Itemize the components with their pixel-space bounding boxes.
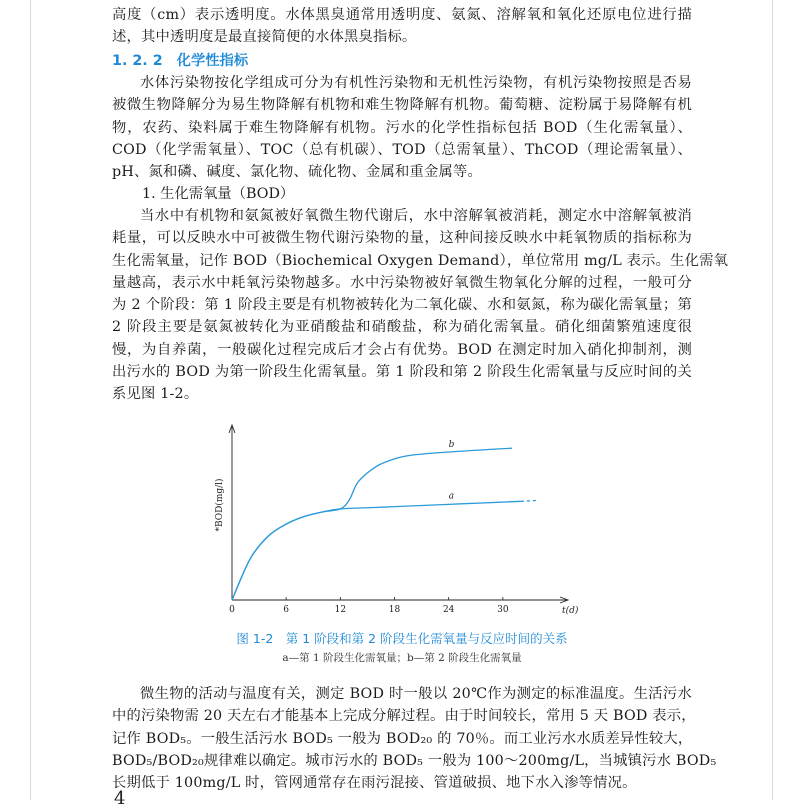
text-line: COD（化学需氧量）、TOC（总有机碳）、TOD（总需氧量）、ThCOD（理论需氧量）、	[112, 141, 692, 158]
text-line: 量越高，表示水中耗氧污染物越多。水中污染物被好氧微生物氧化分解的过程，一般可分	[112, 274, 692, 291]
section-title: 化学性指标	[176, 53, 249, 69]
para-bottom	[112, 683, 717, 794]
chart-axes	[229, 425, 568, 603]
text-line: 记作 BOD₅。一般生活污水 BOD₅ 一般为 BOD₂₀ 的 70％。而工业污水水质差异性较大，	[112, 730, 693, 747]
text-line: 长期低于 100mg/L 时，管网通常存在雨污混接、管道破损、地下水入渗等情况。	[112, 775, 637, 792]
x-axis-label: t(d)	[562, 606, 579, 616]
x-tick-label: 24	[442, 605, 455, 615]
series-label-a: a	[448, 491, 455, 502]
text-line: 耗量，可以反映水中可被微生物代谢污染物的量，这种间接反映水中耗氧物质的指标称为	[112, 230, 692, 247]
text-line: pH、氮和磷、碱度、氯化物、硫化物、金属和重金属等。	[112, 164, 482, 181]
x-tick-label: 12	[334, 605, 347, 615]
section-heading	[112, 50, 692, 72]
x-tick-label: 30	[497, 605, 509, 615]
text-line: 2 阶段主要是氨氮被转化为亚硝酸盐和硝酸盐，称为硝化需氧量。硝化细菌繁殖速度很	[112, 319, 692, 336]
section-number: 1. 2. 2	[112, 53, 163, 69]
text-line: 水体污染物按化学组成可分为有机性污染物和无机性污染物，有机污染物按照是否易	[140, 75, 692, 91]
text-line: 出污水的 BOD 为第一阶段生化需氧量。第 1 阶段和第 2 阶段生化需氧量与反应时间的关	[112, 364, 692, 381]
chart-lines	[232, 440, 539, 600]
page-number: 4	[114, 788, 126, 809]
text-line: BOD₅/BOD₂₀规律难以确定。城市污水的 BOD₅ 一般为 100～200mg/L，当城镇污水 BOD₅	[112, 752, 717, 769]
y-axis-label: *BOD(mg/l)	[215, 478, 225, 532]
paragraph-bod	[112, 205, 729, 406]
text-line: 为 2 个阶段：第 1 阶段主要是有机物被转化为二氧化碳、水和氨氮，称为碳化需氧量；第	[112, 297, 692, 314]
text-line: 当水中有机物和氨氮被好氧微生物代谢后，水中溶解氧被消耗，测定水中溶解氧被消	[140, 208, 692, 224]
para-top	[112, 4, 692, 49]
series-line-b	[232, 448, 512, 600]
figure-caption: 图 1-2 第 1 阶段和第 2 阶段生化需氧量与反应时间的关系	[236, 631, 568, 646]
series-label-b: b	[448, 439, 455, 450]
text-line: 系见图 1-2。	[112, 386, 199, 403]
text-line: 高度（cm）表示透明度。水体黑臭通常用透明度、氨氮、溶解氧和氧化还原电位进行描	[112, 7, 692, 23]
text-line: 述，其中透明度是最直接简便的水体黑臭指标。	[112, 29, 417, 46]
text-line: 慢，为自养菌，一般碳化过程完成后才会占有优势。BOD 在测定时加入硝化抑制剂，测	[112, 341, 692, 358]
para-bod	[112, 205, 729, 406]
paragraph-transparency	[112, 4, 692, 49]
paragraph-chemical-indicators	[112, 72, 692, 183]
right-margin-rule	[772, 0, 773, 800]
text-line: 微生物的活动与温度有关，测定 BOD 时一般以 20℃作为测定的标准温度。生活污水	[140, 686, 692, 702]
x-tick-label: 18	[388, 605, 401, 615]
x-tick-label: 0	[229, 605, 235, 615]
subheading-text: 1. 生化需氧量（BOD）	[142, 186, 295, 202]
series-line-a	[232, 501, 521, 600]
bod-time-chart	[112, 420, 692, 630]
para-chem	[112, 72, 692, 183]
series-a-extension	[521, 500, 539, 501]
text-line: 被微生物降解分为易生物降解有机物和难生物降解有机物。葡萄糖、淀粉属于易降解有机	[112, 97, 692, 114]
paragraph-temperature	[112, 683, 717, 794]
text-line: 物，农药、染料属于难生物降解有机物。污水的化学性指标包括 BOD（生化需氧量）、	[112, 119, 692, 136]
x-tick-label: 6	[283, 605, 290, 615]
subheading-bod	[112, 183, 692, 205]
text-line: 中的污染物需 20 天左右才能基本上完成分解过程。由于时间较长，常用 5 天 BOD 表示，	[112, 708, 696, 725]
text-line: 生化需氧量，记作 BOD（Biochemical Oxygen Demand），单位常用 mg/L 表示。生化需氧	[112, 252, 729, 269]
left-margin-rule	[30, 0, 31, 800]
figure-legend: a—第 1 阶段生化需氧量；b—第 2 阶段生化需氧量	[282, 652, 522, 664]
